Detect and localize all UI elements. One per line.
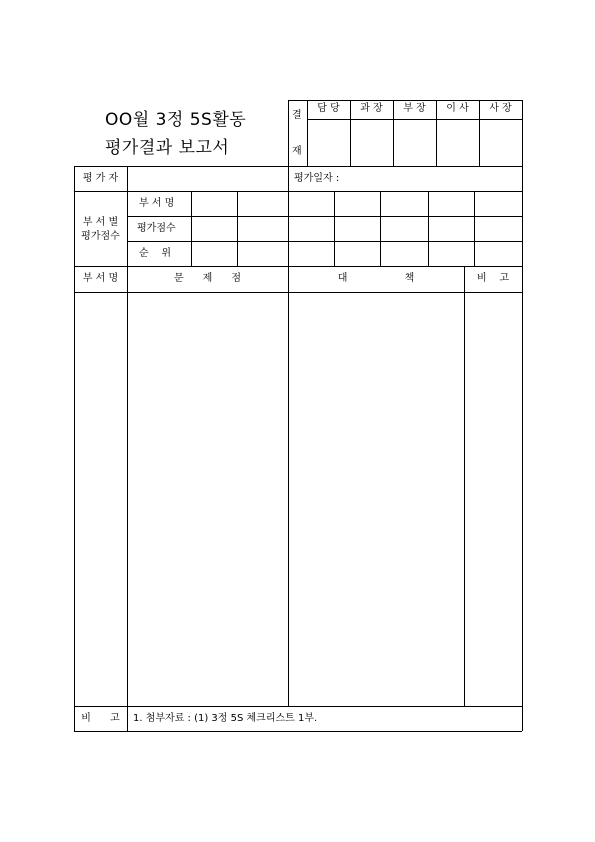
document-title-line1: OO월 3정 5S활동 [105, 110, 247, 130]
remarks-column-area[interactable] [465, 293, 521, 705]
column-header-remarks: 비 고 [476, 273, 510, 284]
approval-sign-cell-staff[interactable] [308, 120, 349, 165]
approval-sign-cell-section-chief[interactable] [351, 120, 392, 165]
document-title-line2: 평가결과 보고서 [105, 138, 230, 158]
approval-role-president: 사 장 [489, 103, 512, 114]
approval-role-department-head: 부 장 [403, 103, 426, 114]
footer-remarks-label: 비 고 [81, 713, 120, 724]
column-header-problems: 문 제 점 [173, 273, 242, 284]
approval-role-director: 이 사 [446, 103, 469, 114]
approval-role-section-chief: 과 장 [360, 103, 383, 114]
department-column-area[interactable] [75, 293, 126, 705]
evaluator-label: 평 가 자 [82, 173, 119, 184]
approval-sign-cell-president[interactable] [480, 120, 521, 165]
evaluator-field[interactable] [128, 167, 287, 190]
footer-attachment-note: 1. 첨부자료 : (1) 3정 5S 체크리스트 1부. [133, 713, 318, 724]
problems-column-area[interactable] [128, 293, 287, 705]
approval-side-label-bottom: 재 [292, 146, 302, 157]
approval-sign-cell-director[interactable] [437, 120, 478, 165]
column-header-measures: 대 책 [337, 273, 415, 284]
dept-score-group-label-line1: 부 서 별 [82, 217, 119, 228]
measures-column-area[interactable] [289, 293, 463, 705]
column-header-department: 부 서 명 [82, 273, 119, 284]
evaluation-date-field[interactable] [355, 167, 521, 190]
approval-sign-cell-department-head[interactable] [394, 120, 435, 165]
approval-side-label-top: 결 [292, 110, 302, 121]
dept-score-row-label-score: 평가점수 [137, 223, 176, 234]
dept-score-group-label-line2: 평가점수 [81, 231, 120, 242]
evaluation-date-label: 평가일자 : [294, 173, 340, 184]
dept-score-row-label-department: 부 서 명 [139, 198, 175, 209]
approval-role-staff: 담 당 [317, 103, 340, 114]
dept-score-row-label-rank: 순 위 [139, 248, 172, 259]
